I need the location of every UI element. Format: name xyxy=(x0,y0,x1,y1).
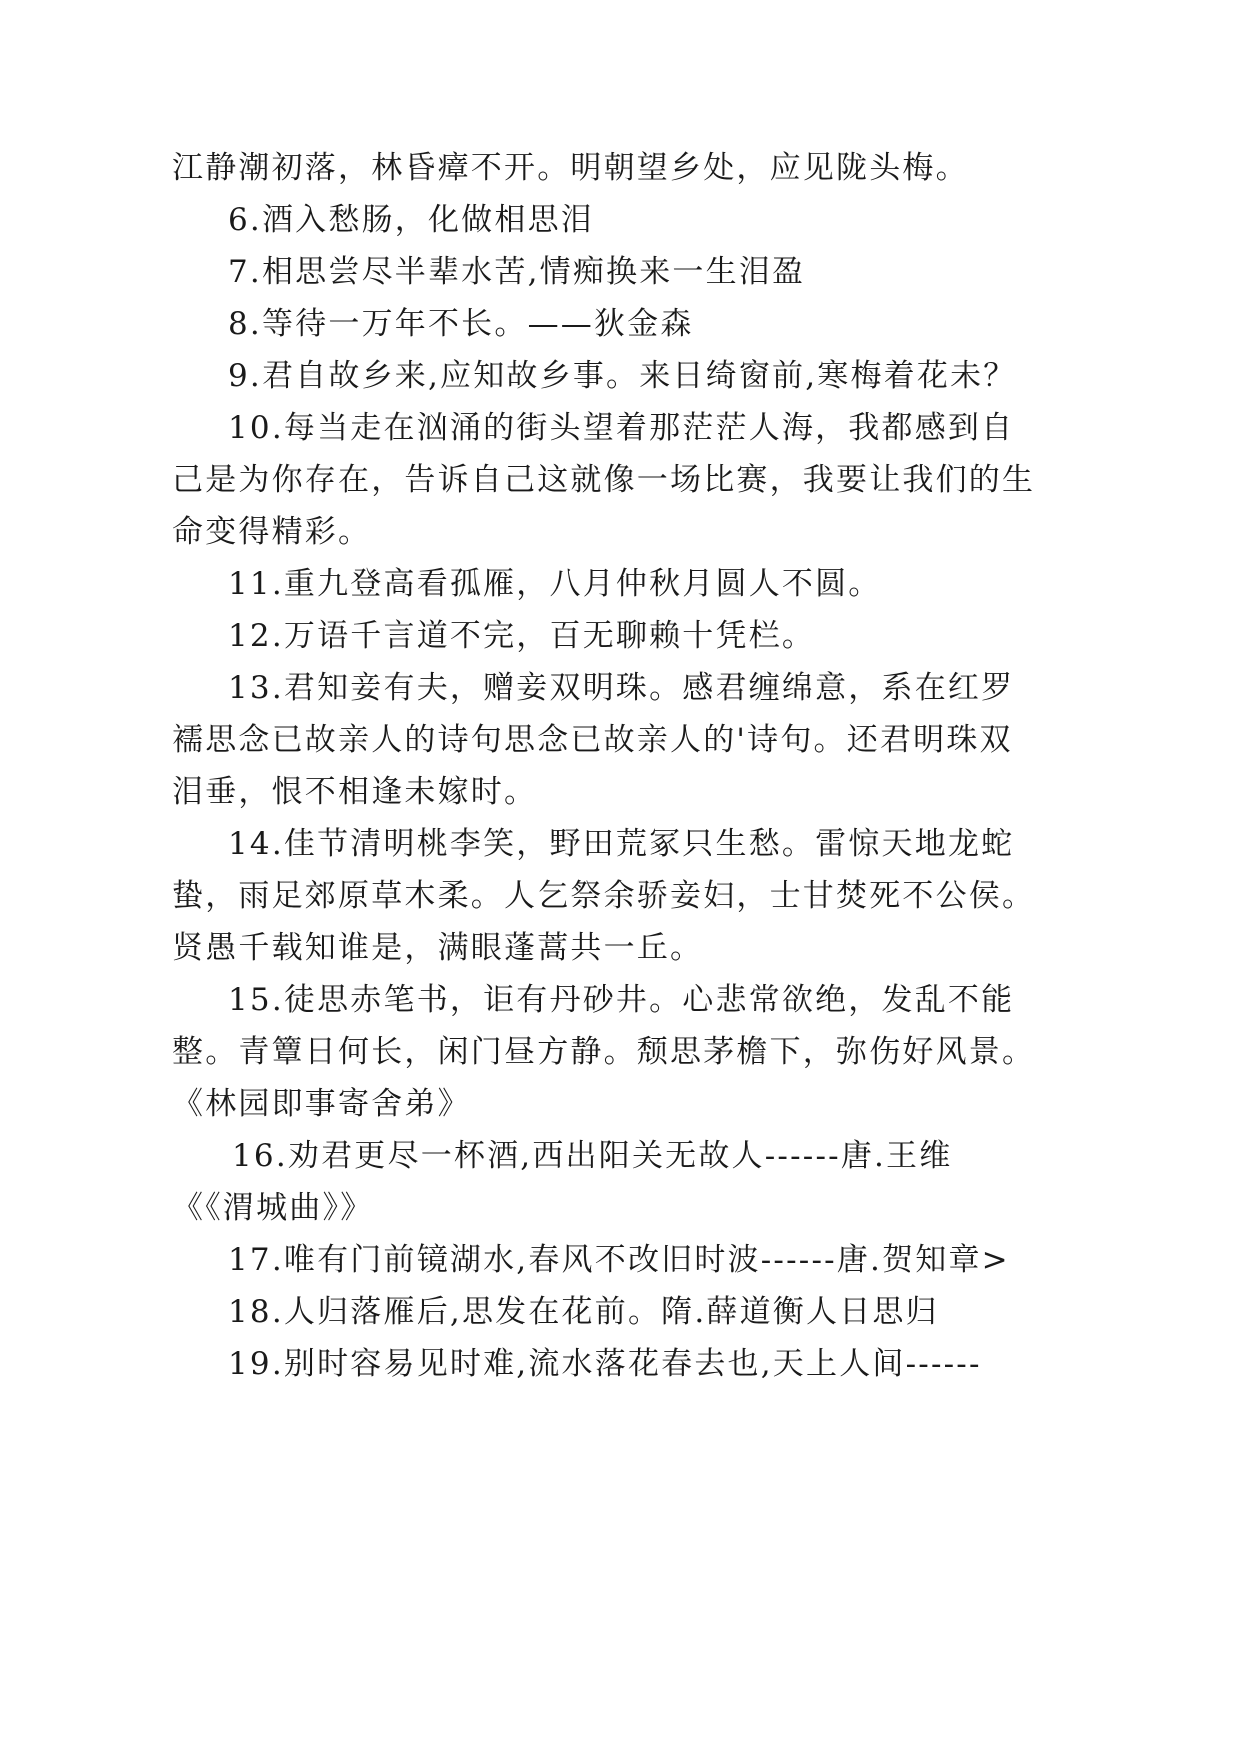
text-line: 17.唯有门前镜湖水,春风不改旧时波------唐.贺知章> xyxy=(228,1242,1010,1278)
text-line: 命变得精彩。 xyxy=(172,514,372,550)
text-line: 14.佳节清明桃李笑，野田荒冢只生愁。雷惊天地龙蛇 xyxy=(228,826,1015,862)
text-line: 《《渭城曲》》 xyxy=(172,1190,374,1226)
text-line: 《林园即事寄舍弟》 xyxy=(172,1086,471,1122)
text-line: 8.等待一万年不长。——狄金森 xyxy=(228,306,694,342)
text-line: 整。青簟日何长，闲门昼方静。颓思茅檐下，弥伤好风景。 xyxy=(172,1034,1036,1070)
text-line: 13.君知妾有夫，赠妾双明珠。感君缠绵意，系在红罗 xyxy=(228,670,1015,706)
text-line: 18.人归落雁后,思发在花前。隋.薛道衡人日思归 xyxy=(228,1294,939,1330)
text-line: 19.别时容易见时难,流水落花春去也,天上人间------ xyxy=(228,1346,982,1382)
text-line: 襦思念已故亲人的诗句思念已故亲人的'诗句。还君明珠双 xyxy=(172,722,1013,758)
text-line: 9.君自故乡来,应知故乡事。来日绮窗前,寒梅着花未？ xyxy=(228,358,1017,394)
text-line: 蛰，雨足郊原草木柔。人乞祭余骄妾妇，士甘焚死不公侯。 xyxy=(172,878,1036,914)
text-line: 10.每当走在汹涌的街头望着那茫茫人海，我都感到自 xyxy=(228,410,1015,446)
text-line: 7.相思尝尽半辈水苦,情痴换来一生泪盈 xyxy=(228,254,806,290)
text-line: 15.徒思赤笔书，讵有丹砂井。心悲常欲绝，发乱不能 xyxy=(228,982,1015,1018)
text-line: 泪垂，恨不相逢未嫁时。 xyxy=(172,774,538,810)
text-line: 11.重九登高看孤雁，八月仲秋月圆人不圆。 xyxy=(228,566,882,602)
text-line: 己是为你存在，告诉自己这就像一场比赛，我要让我们的生 xyxy=(172,462,1036,498)
text-line: 16.劝君更尽一杯酒,西出阳关无故人------唐.王维 xyxy=(232,1138,953,1174)
text-line: 6.酒入愁肠，化做相思泪 xyxy=(228,202,594,238)
text-line: 江静潮初落，林昏瘴不开。明朝望乡处，应见陇头梅。 xyxy=(172,150,969,186)
text-line: 贤愚千载知谁是，满眼蓬蒿共一丘。 xyxy=(172,930,704,966)
text-line: 12.万语千言道不完，百无聊赖十凭栏。 xyxy=(228,618,816,654)
